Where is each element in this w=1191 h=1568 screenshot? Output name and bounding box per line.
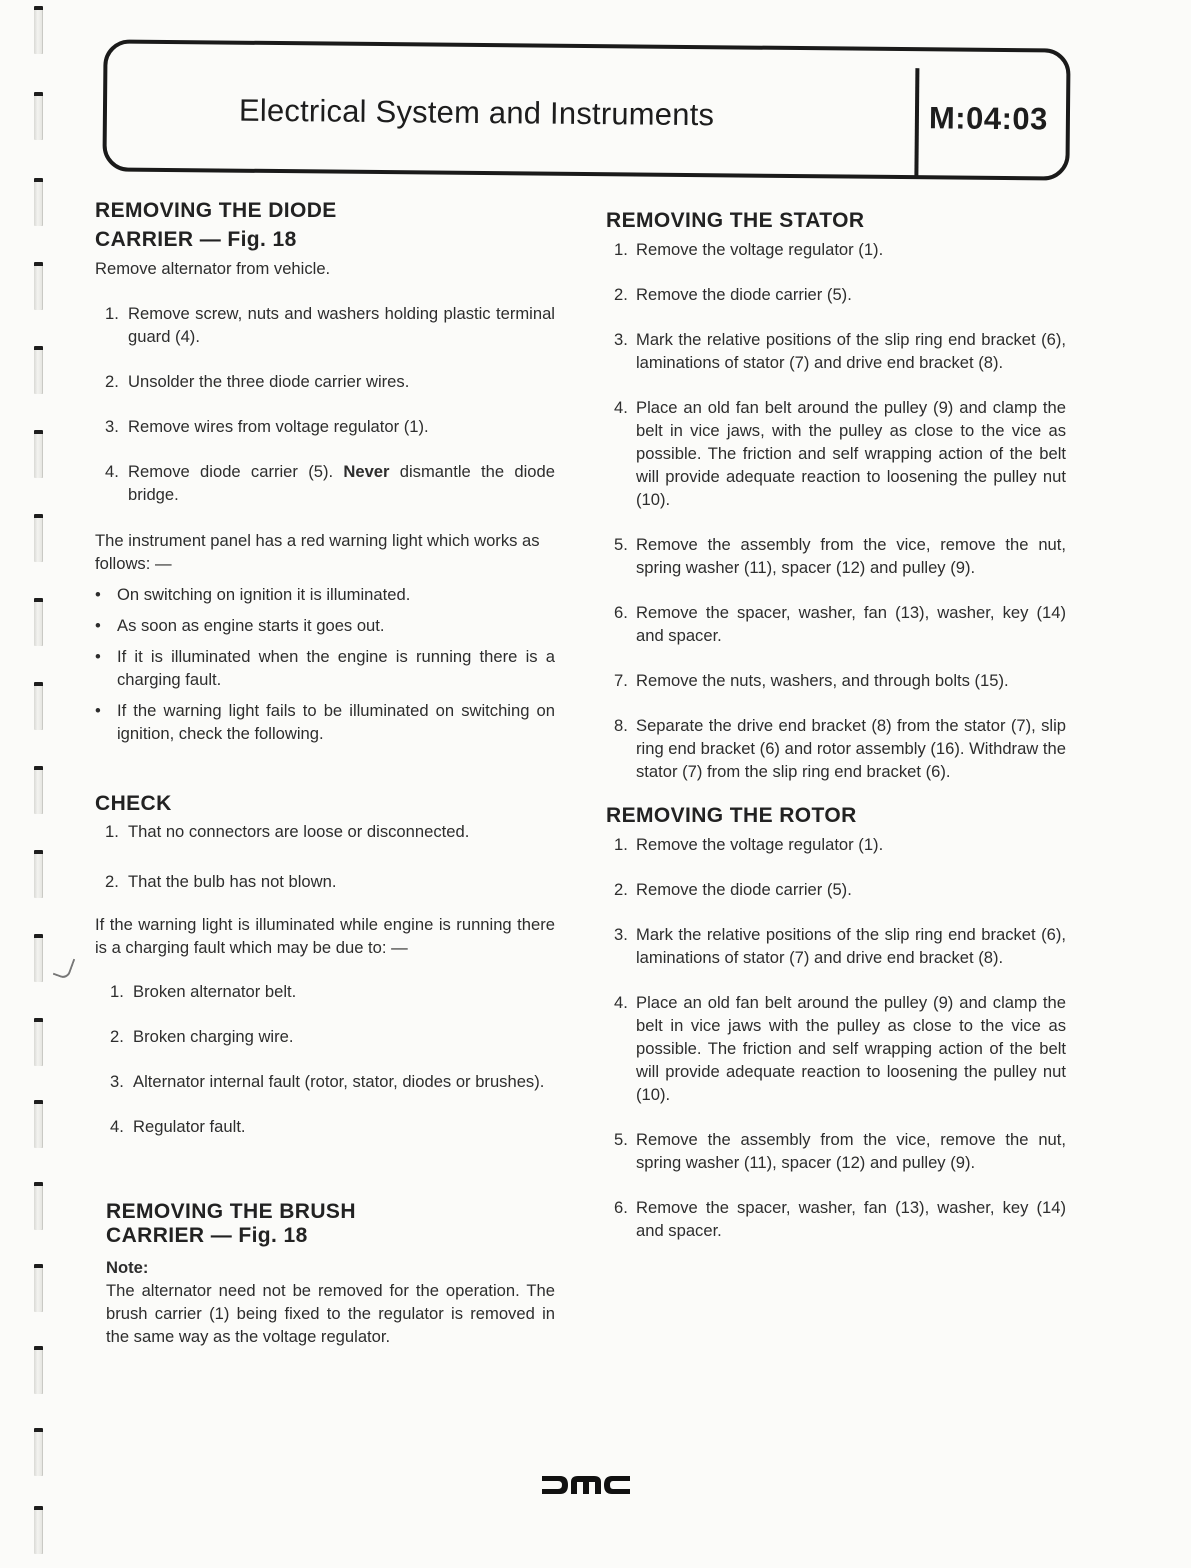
step-number: 4. <box>105 462 119 481</box>
step-number: 1. <box>614 835 628 854</box>
right-column <box>606 206 1066 1242</box>
bullet-item <box>95 645 555 691</box>
page-title: Electrical System and Instruments <box>238 92 715 133</box>
step-number: 1. <box>110 982 124 1001</box>
binder-hole <box>34 514 43 562</box>
step-text: Regulator fault. <box>133 1117 246 1136</box>
step-item <box>606 878 1066 901</box>
note-text: The alternator need not be removed for the operation. The brush carrier (1) being fixed to the regulator is removed in the same way as the voltage regulator. <box>106 1281 555 1346</box>
step-item <box>606 1196 1066 1242</box>
bullet-text: On switching on ignition it is illuminated. <box>117 585 411 604</box>
step-item <box>95 460 555 506</box>
bullet-text: As soon as engine starts it goes out. <box>117 616 385 635</box>
fault-intro: If the warning light is illuminated while engine is running there is a charging fault which may be due to: — <box>95 915 555 957</box>
rotor-section <box>606 801 1066 1242</box>
binder-hole <box>34 850 43 898</box>
check-section <box>95 789 555 1138</box>
step-text: That the bulb has not blown. <box>128 872 337 891</box>
bullet-item <box>95 699 555 745</box>
step-item <box>606 923 1066 969</box>
section-heading <box>106 1200 555 1248</box>
check-item <box>95 820 555 843</box>
bullet-icon: • <box>95 585 101 604</box>
step-text: That no connectors are loose or disconnected. <box>128 822 470 841</box>
fault-item <box>95 1025 555 1048</box>
bullet-item <box>95 583 555 606</box>
bullet-text: If it is illuminated when the engine is running there is a charging fault. <box>117 647 555 689</box>
step-item <box>606 601 1066 647</box>
diode-carrier-section <box>95 196 555 506</box>
step-text: Alternator internal fault (rotor, stator, diodes or brushes). <box>133 1072 545 1091</box>
step-number: 1. <box>614 240 628 259</box>
step-item <box>606 714 1066 783</box>
step-number: 4. <box>614 398 628 417</box>
step-number: 1. <box>105 822 119 841</box>
stator-section <box>606 206 1066 783</box>
binder-hole <box>34 934 43 982</box>
step-text: Mark the relative positions of the slip ring end bracket (6), laminations of stator (7) and drive end bracket (8). <box>636 330 1066 372</box>
step-text: Remove the spacer, washer, fan (13), washer, key (14) and spacer. <box>636 603 1066 645</box>
binder-hole <box>34 1506 43 1554</box>
check-item <box>95 870 555 893</box>
section-heading: REMOVING THE ROTOR <box>606 804 857 827</box>
binder-holes <box>28 0 58 1568</box>
step-text: Unsolder the three diode carrier wires. <box>128 372 410 391</box>
step-text: Broken charging wire. <box>133 1027 294 1046</box>
step-number: 4. <box>110 1117 124 1136</box>
fault-item <box>95 1070 555 1093</box>
step-text: Remove the nuts, washers, and through bolts (15). <box>636 671 1009 690</box>
step-item <box>606 991 1066 1106</box>
step-text: Remove wires from voltage regulator (1). <box>128 417 429 436</box>
step-number: 4. <box>614 993 628 1012</box>
note-label: Note: <box>106 1258 149 1277</box>
binder-hole <box>34 262 43 310</box>
heading-line: REMOVING THE DIODE <box>95 199 337 222</box>
binder-hole <box>34 1428 43 1476</box>
step-text: Place an old fan belt around the pulley (9) and clamp the belt in vice jaws with the pulley as close to the vice as possible. The friction and self wrapping action of the belt will provide adequate reaction to loosening the pulley nut (10). <box>636 993 1066 1104</box>
step-number: 6. <box>614 603 628 622</box>
bullet-icon: • <box>95 701 101 720</box>
bullet-text: If the warning light fails to be illuminated on switching on ignition, check the following. <box>117 701 555 743</box>
step-item <box>606 533 1066 579</box>
dmc-logo <box>540 1474 632 1496</box>
bullet-icon: • <box>95 647 101 666</box>
section-code: M:04:03 <box>928 100 1049 137</box>
bullet-item <box>95 614 555 637</box>
step-number: 1. <box>105 304 119 323</box>
step-item <box>95 302 555 348</box>
step-text: Remove the diode carrier (5). <box>636 285 852 304</box>
binder-hole <box>34 1264 43 1312</box>
step-number: 3. <box>614 330 628 349</box>
step-number: 7. <box>614 671 628 690</box>
step-text: Remove screw, nuts and washers holding plastic terminal guard (4). <box>128 304 555 346</box>
step-text: Broken alternator belt. <box>133 982 297 1001</box>
section-heading: CHECK <box>95 792 172 815</box>
step-number: 2. <box>614 880 628 899</box>
step-text: Remove the voltage regulator (1). <box>636 240 884 259</box>
step-item <box>606 396 1066 511</box>
step-text: Mark the relative positions of the slip ring end bracket (6), laminations of stator (7) and drive end bracket (8). <box>636 925 1066 967</box>
binder-hole <box>34 430 43 478</box>
section-heading: REMOVING THE STATOR <box>606 209 865 232</box>
step-text: Remove the assembly from the vice, remove the nut, spring washer (11), spacer (12) and pulley (9). <box>636 1130 1066 1172</box>
step-text: dismantle the diode bridge. <box>128 462 555 504</box>
page-header <box>102 39 1070 180</box>
heading-line: CARRIER — Fig. 18 <box>106 1224 308 1247</box>
step-number: 5. <box>614 535 628 554</box>
step-number: 2. <box>105 872 119 891</box>
binder-hole <box>34 6 43 54</box>
step-number: 3. <box>105 417 119 436</box>
warning-light-section <box>95 529 555 745</box>
section-heading <box>95 196 555 254</box>
step-item <box>606 328 1066 374</box>
binder-hole <box>34 598 43 646</box>
step-text: Remove the spacer, washer, fan (13), washer, key (14) and spacer. <box>636 1198 1066 1240</box>
step-number: 5. <box>614 1130 628 1149</box>
step-number: 8. <box>614 716 628 735</box>
step-item <box>606 238 1066 261</box>
binder-hole <box>34 346 43 394</box>
emphasis-text: Never <box>343 462 390 481</box>
step-number: 2. <box>105 372 119 391</box>
step-number: 2. <box>110 1027 124 1046</box>
brush-carrier-section <box>95 1200 555 1348</box>
step-item <box>95 370 555 393</box>
fault-item <box>95 980 555 1003</box>
step-text: Separate the drive end bracket (8) from the stator (7), slip ring end bracket (6) and rotor assembly (16). Withdraw the stator (7) from the slip ring end bracket (6). <box>636 716 1066 781</box>
fault-item <box>95 1115 555 1138</box>
step-item <box>606 669 1066 692</box>
header-divider <box>914 68 919 176</box>
binder-hole <box>34 1018 43 1066</box>
step-text: Remove the assembly from the vice, remove the nut, spring washer (11), spacer (12) and pulley (9). <box>636 535 1066 577</box>
binder-hole <box>34 682 43 730</box>
step-text: Remove diode carrier (5). <box>128 462 344 481</box>
step-item <box>606 833 1066 856</box>
heading-line: CARRIER — Fig. 18 <box>95 228 297 251</box>
warning-intro: The instrument panel has a red warning light which works as follows: — <box>95 531 540 573</box>
binder-hole <box>34 1346 43 1394</box>
step-text: Place an old fan belt around the pulley (9) and clamp the belt in vice jaws, with the pulley as close to the vice as possible. The friction and self wrapping action of the belt will provide adequate reaction to loosening the pulley nut (10). <box>636 398 1066 509</box>
step-item <box>95 415 555 438</box>
step-text: Remove the diode carrier (5). <box>636 880 852 899</box>
binder-hole <box>34 1182 43 1230</box>
heading-line: REMOVING THE BRUSH <box>106 1200 356 1223</box>
step-number: 6. <box>614 1198 628 1217</box>
step-number: 3. <box>110 1072 124 1091</box>
binder-hole <box>34 92 43 140</box>
step-item <box>606 1128 1066 1174</box>
intro-text: Remove alternator from vehicle. <box>95 259 331 278</box>
binder-hole <box>34 1100 43 1148</box>
left-column <box>95 196 555 1348</box>
binder-hole <box>34 178 43 226</box>
binder-hole <box>34 766 43 814</box>
step-text: Remove the voltage regulator (1). <box>636 835 884 854</box>
step-number: 2. <box>614 285 628 304</box>
bullet-icon: • <box>95 616 101 635</box>
step-number: 3. <box>614 925 628 944</box>
step-item <box>606 283 1066 306</box>
